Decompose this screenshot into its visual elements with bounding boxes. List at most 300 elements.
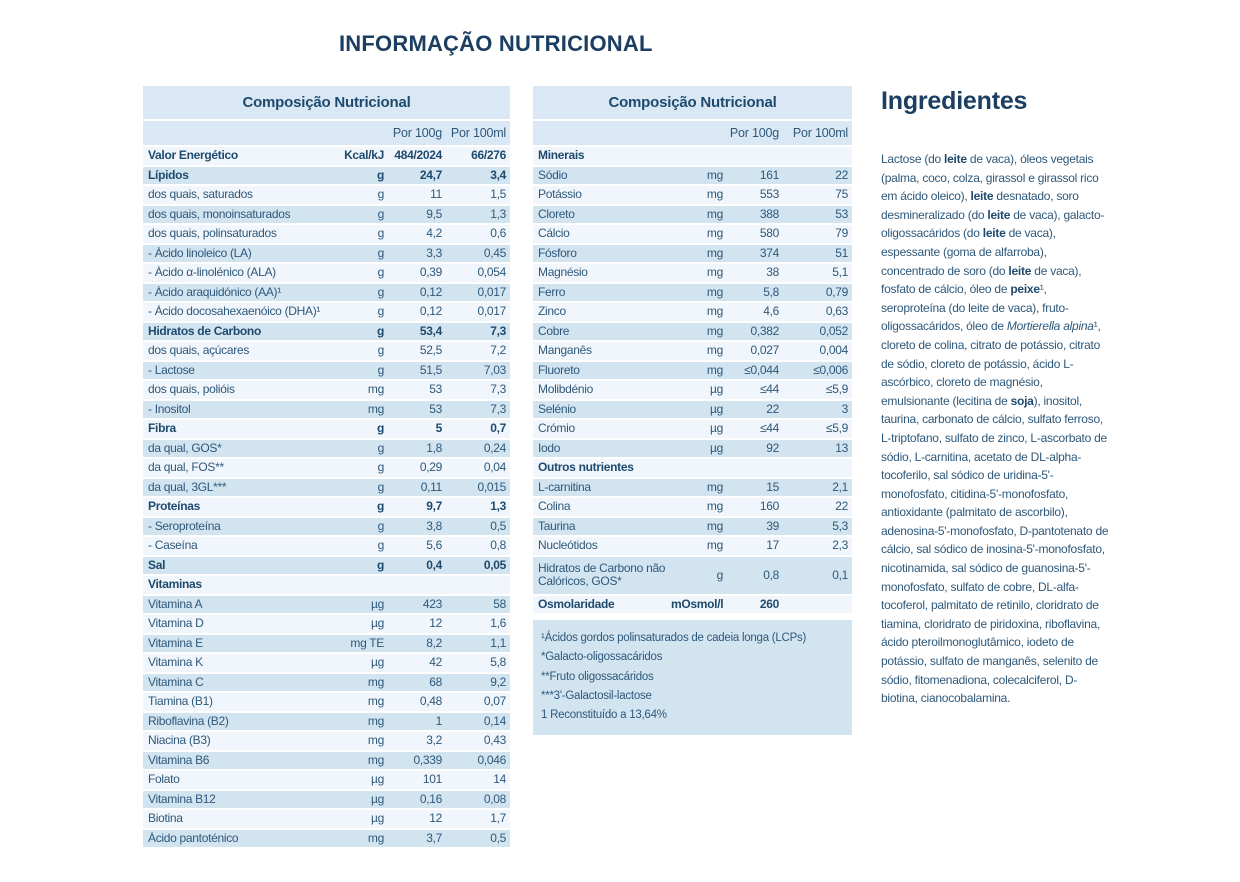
row-unit: g bbox=[377, 265, 384, 280]
table-row bbox=[533, 323, 852, 343]
row-value-100ml: 0,43 bbox=[483, 733, 506, 748]
page-title: INFORMAÇÃO NUTRICIONAL bbox=[339, 31, 653, 56]
ingredient-text-run: ¹, cloreto de colina, citrato de potássio, citrato de sódio, cloreto de potássio, ácido L-ascórbico, cloreto de magnésio, emulsionante (lecitina de bbox=[881, 319, 1101, 408]
table-row bbox=[143, 440, 510, 460]
row-label: dos quais, monoinsaturados bbox=[148, 207, 291, 221]
row-value-100ml: 53 bbox=[835, 206, 848, 221]
column-header-per-100ml: Por 100ml bbox=[450, 126, 506, 140]
table-row bbox=[533, 479, 852, 499]
table-row bbox=[533, 557, 852, 596]
row-unit: g bbox=[376, 167, 384, 182]
table-row bbox=[533, 245, 852, 265]
row-value-100g: 0,48 bbox=[419, 694, 442, 709]
row-label: Fósforo bbox=[538, 246, 577, 260]
column-header-per-100ml: Por 100ml bbox=[792, 126, 848, 140]
ingredient-text-run: de vaca), galacto-oligossacáridos (do bbox=[881, 207, 1105, 241]
row-label: - Seroproteína bbox=[148, 519, 221, 533]
row-value-100ml: 0,5 bbox=[490, 518, 506, 533]
ingredient-text-run: soja bbox=[1010, 393, 1034, 408]
table-row bbox=[143, 654, 510, 674]
table-rows bbox=[143, 147, 510, 849]
row-label: Ferro bbox=[538, 285, 566, 299]
table-row bbox=[143, 264, 510, 284]
row-unit: mg bbox=[706, 284, 723, 299]
ingredient-text-run: desnatado, soro desmineralizado (do bbox=[881, 189, 1079, 222]
row-unit: g bbox=[377, 518, 384, 533]
row-value-100g: 484/2024 bbox=[394, 148, 442, 163]
row-value-100g: 12 bbox=[429, 616, 442, 631]
row-label: Manganês bbox=[538, 344, 592, 358]
row-label: Zinco bbox=[538, 305, 566, 319]
row-value-100ml: 0,004 bbox=[819, 343, 848, 358]
row-value-100ml: 0,24 bbox=[483, 440, 506, 455]
row-unit: mg bbox=[706, 499, 723, 514]
nutrition-table-minerals bbox=[533, 86, 852, 735]
row-value-100ml: 7,03 bbox=[483, 362, 506, 377]
row-value-100g: 52,5 bbox=[419, 343, 442, 358]
table-row bbox=[143, 830, 510, 850]
row-value-100ml: 0,017 bbox=[477, 284, 506, 299]
row-value-100ml: 7,3 bbox=[490, 382, 506, 397]
row-label: Sal bbox=[148, 558, 166, 572]
row-value-100ml: 51 bbox=[835, 245, 848, 260]
row-unit: µg bbox=[371, 772, 384, 787]
ingredient-text-run: Mortierella alpina bbox=[1006, 319, 1094, 334]
row-value-100g: 39 bbox=[766, 518, 779, 533]
row-unit: g bbox=[377, 187, 384, 202]
table-section-row bbox=[143, 576, 510, 596]
row-value-100g: 24,7 bbox=[419, 167, 442, 182]
row-value-100g: 53 bbox=[429, 382, 442, 397]
row-value-100g: 51,5 bbox=[419, 362, 442, 377]
table-row bbox=[143, 167, 510, 187]
row-label: Molibdénio bbox=[538, 383, 594, 397]
row-unit: g bbox=[377, 284, 384, 299]
row-value-100ml: 9,2 bbox=[490, 674, 506, 689]
row-unit: mg bbox=[367, 752, 384, 767]
row-unit: mg bbox=[367, 713, 384, 728]
table-row bbox=[143, 323, 510, 343]
table-row bbox=[143, 557, 510, 577]
row-label: - Ácido linoleico (LA) bbox=[148, 246, 252, 260]
row-unit: g bbox=[377, 538, 384, 553]
row-value-100g: 5 bbox=[435, 421, 442, 436]
row-value-100g: 22 bbox=[766, 401, 779, 416]
row-value-100g: 0,11 bbox=[420, 479, 442, 494]
row-label: Folato bbox=[148, 773, 180, 787]
row-value-100g: ≤44 bbox=[759, 382, 779, 397]
row-label: Osmolaridade bbox=[538, 597, 615, 611]
row-value-100ml: ≤5,9 bbox=[825, 421, 848, 436]
row-value-100ml: 1,3 bbox=[490, 206, 506, 221]
row-label: - Caseína bbox=[148, 539, 198, 553]
row-value-100g: 0,16 bbox=[419, 791, 442, 806]
table-row bbox=[533, 167, 852, 187]
table-row bbox=[143, 498, 510, 518]
row-label: Niacina (B3) bbox=[148, 734, 211, 748]
row-label: Hidratos de Carbono bbox=[148, 324, 261, 338]
table-column-headers bbox=[143, 121, 510, 147]
table-row bbox=[143, 713, 510, 733]
row-unit: mg bbox=[367, 733, 384, 748]
row-value-100g: 4,2 bbox=[426, 226, 442, 241]
row-value-100g: 0,12 bbox=[419, 304, 442, 319]
row-value-100ml: 1,3 bbox=[490, 499, 506, 514]
row-value-100g: 160 bbox=[759, 499, 779, 514]
row-label: Colina bbox=[538, 500, 571, 514]
row-label: Cloreto bbox=[538, 207, 575, 221]
row-value-100ml: 1,6 bbox=[490, 616, 506, 631]
row-value-100ml: 0,14 bbox=[483, 713, 506, 728]
row-label: Hidratos de Carbono não Calóricos, GOS* bbox=[538, 561, 666, 588]
row-unit: mg bbox=[706, 323, 723, 338]
row-label: dos quais, açúcares bbox=[148, 344, 250, 358]
row-label: Taurina bbox=[538, 519, 576, 533]
row-unit: g bbox=[376, 499, 384, 514]
row-value-100g: 260 bbox=[759, 596, 779, 611]
row-label: Cálcio bbox=[538, 227, 570, 241]
table-row bbox=[143, 615, 510, 635]
table-row bbox=[533, 498, 852, 518]
row-value-100ml: 7,3 bbox=[490, 401, 506, 416]
row-value-100g: 53,4 bbox=[419, 323, 442, 338]
row-label: L-carnitina bbox=[538, 480, 591, 494]
row-value-100ml: 66/276 bbox=[471, 148, 506, 163]
row-unit: g bbox=[377, 440, 384, 455]
row-value-100g: 38 bbox=[766, 265, 779, 280]
table-row bbox=[143, 479, 510, 499]
row-label: Cobre bbox=[538, 324, 570, 338]
row-label: Proteínas bbox=[148, 500, 200, 514]
row-unit: g bbox=[376, 421, 384, 436]
table-row bbox=[143, 537, 510, 557]
row-value-100ml: 0,8 bbox=[490, 538, 506, 553]
row-unit: mg bbox=[706, 187, 723, 202]
row-value-100g: 15 bbox=[766, 479, 779, 494]
row-label: dos quais, saturados bbox=[148, 188, 253, 202]
table-row bbox=[143, 381, 510, 401]
row-value-100ml: 75 bbox=[835, 187, 848, 202]
row-value-100g: 0,29 bbox=[419, 460, 442, 475]
row-value-100g: 161 bbox=[759, 167, 779, 182]
row-value-100ml: 0,63 bbox=[825, 304, 848, 319]
row-unit: mg bbox=[367, 382, 384, 397]
row-label: - Ácido α-linolénico (ALA) bbox=[148, 266, 276, 280]
row-value-100ml: 79 bbox=[835, 226, 848, 241]
row-unit: mg bbox=[706, 538, 723, 553]
row-label: Valor Energético bbox=[148, 149, 238, 163]
table-row bbox=[533, 596, 852, 616]
row-value-100g: 0,339 bbox=[413, 752, 442, 767]
row-value-100ml: ≤0,006 bbox=[813, 362, 848, 377]
row-value-100ml: 1,1 bbox=[490, 635, 506, 650]
row-label: dos quais, polióis bbox=[148, 383, 235, 397]
row-label: Vitamina D bbox=[148, 617, 204, 631]
row-value-100g: 0,39 bbox=[419, 265, 442, 280]
row-unit: µg bbox=[710, 421, 723, 436]
table-row bbox=[533, 537, 852, 557]
row-value-100g: 4,6 bbox=[763, 304, 779, 319]
row-value-100ml: 22 bbox=[835, 167, 848, 182]
ingredient-text-run: leite bbox=[1008, 263, 1032, 278]
row-unit: g bbox=[377, 206, 384, 221]
row-value-100g: ≤0,044 bbox=[744, 362, 779, 377]
table-row bbox=[533, 186, 852, 206]
table-row bbox=[533, 264, 852, 284]
row-label: Lípidos bbox=[148, 168, 189, 182]
table-row bbox=[143, 284, 510, 304]
row-unit: mg bbox=[706, 518, 723, 533]
ingredient-text-run: de vaca), espessante (goma de alfarroba), concentrado de soro (do bbox=[881, 226, 1056, 278]
row-value-100g: 9,7 bbox=[426, 499, 442, 514]
table-title: Composição Nutricional bbox=[143, 86, 510, 121]
ingredient-text-run: ), inositol, taurina, carbonato de cálcio, sulfato ferroso, L-triptofano, sulfato de zinco, L-ascorbato de sódio, L-carnitina, acetato de DL-alpha-tocoferilo, sal sódico de uridina-5'-monofosfato, citidina-5'-monofosfato, antioxidante (palmitato de ascorbilo), adenosina-5'-monofosfato, D-pantotenato de cálcio, sal sódico de inosina-5'-monofosfato, nicotinamida, sal sódico de guanosina-5'-monofosfato, sulfato de cobre, DL-alfa-tocoferol, palmitato de retinilo, cloridrato de tiamina, cloridrato de piridoxina, riboflavina, ácido pteroilmonoglutâmico, iodeto de potássio, sulfato de manganês, selenito de sódio, fitomenadiona, colecalciferol, D-biotina, cianocobalamina. bbox=[881, 393, 1109, 706]
row-value-100ml: 0,07 bbox=[483, 694, 506, 709]
row-label: Vitamina E bbox=[148, 636, 203, 650]
row-value-100g: 0,027 bbox=[750, 343, 779, 358]
row-unit: mg bbox=[706, 304, 723, 319]
row-value-100ml: 1,7 bbox=[490, 811, 506, 826]
table-row bbox=[143, 342, 510, 362]
row-label: Sódio bbox=[538, 168, 568, 182]
table-row bbox=[533, 362, 852, 382]
table-row bbox=[143, 791, 510, 811]
row-value-100ml: 0,6 bbox=[490, 226, 506, 241]
table-row bbox=[143, 206, 510, 226]
ingredients-title: Ingredientes bbox=[881, 87, 1028, 115]
row-value-100g: 3,8 bbox=[426, 518, 442, 533]
nutrition-table-main bbox=[143, 86, 510, 849]
ingredient-text-run: leite bbox=[970, 189, 994, 204]
ingredient-text-run: ¹, seroproteína (do leite de vaca), fruto-oligossacáridos, óleo de bbox=[881, 282, 1069, 334]
row-value-100ml: 0,054 bbox=[477, 265, 506, 280]
row-unit: mg bbox=[367, 830, 384, 845]
row-label: Vitamina C bbox=[148, 675, 204, 689]
table-section-row bbox=[533, 459, 852, 479]
table-row bbox=[143, 401, 510, 421]
table-row bbox=[143, 225, 510, 245]
row-value-100g: 0,4 bbox=[426, 557, 442, 572]
row-unit: µg bbox=[371, 616, 384, 631]
row-label: Vitamina B6 bbox=[148, 753, 210, 767]
row-unit: mg bbox=[706, 245, 723, 260]
table-row bbox=[143, 303, 510, 323]
ingredient-text-run: de vaca), óleos vegetais (palma, coco, colza, girassol e girassol rico em ácido oleico), bbox=[881, 152, 1099, 204]
table-row bbox=[143, 771, 510, 791]
table-title: Composição Nutricional bbox=[533, 86, 852, 121]
row-unit: mg TE bbox=[350, 635, 384, 650]
table-rows bbox=[533, 147, 852, 615]
row-value-100g: 0,382 bbox=[750, 323, 779, 338]
footnote: **Fruto oligossacáridos bbox=[541, 670, 654, 683]
row-unit: Kcal/kJ bbox=[344, 148, 384, 163]
row-label: - Lactose bbox=[148, 363, 195, 377]
row-unit: µg bbox=[710, 401, 723, 416]
row-unit: g bbox=[377, 479, 384, 494]
table-footnotes bbox=[533, 620, 852, 735]
row-value-100g: 3,7 bbox=[426, 830, 442, 845]
row-unit: mg bbox=[706, 479, 723, 494]
row-label: Minerais bbox=[538, 149, 585, 163]
table-row bbox=[533, 284, 852, 304]
row-value-100g: 5,8 bbox=[763, 284, 779, 299]
footnote: 1 Reconstituído a 13,64% bbox=[541, 709, 667, 722]
row-value-100g: 3,2 bbox=[426, 733, 442, 748]
row-label: Tiamina (B1) bbox=[148, 695, 213, 709]
row-value-100ml: 5,3 bbox=[832, 518, 848, 533]
table-section-row bbox=[533, 147, 852, 167]
footnote: *Galacto-oligossacáridos bbox=[541, 651, 663, 664]
row-unit: g bbox=[376, 557, 384, 572]
row-unit: mg bbox=[367, 401, 384, 416]
row-unit: mg bbox=[706, 167, 723, 182]
table-row bbox=[143, 596, 510, 616]
row-value-100ml: 22 bbox=[835, 499, 848, 514]
row-value-100g: 580 bbox=[759, 226, 779, 241]
footnote: ***3'-Galactosil-lactose bbox=[541, 689, 652, 702]
row-value-100ml: 5,8 bbox=[490, 655, 506, 670]
row-value-100g: 17 bbox=[766, 538, 779, 553]
row-value-100ml: 0,052 bbox=[819, 323, 848, 338]
row-unit: g bbox=[716, 567, 723, 582]
row-value-100g: 5,6 bbox=[426, 538, 442, 553]
row-label: Riboflavina (B2) bbox=[148, 714, 229, 728]
row-value-100g: 374 bbox=[759, 245, 779, 260]
row-value-100ml: 0,017 bbox=[477, 304, 506, 319]
row-value-100g: 423 bbox=[422, 596, 442, 611]
row-label: da qual, 3GL*** bbox=[148, 480, 227, 494]
row-value-100ml: 7,3 bbox=[490, 323, 506, 338]
ingredient-text-run: leite bbox=[944, 152, 967, 166]
row-value-100ml: 2,3 bbox=[832, 538, 848, 553]
table-row bbox=[533, 342, 852, 362]
table-row bbox=[143, 752, 510, 772]
row-value-100ml: 3,4 bbox=[490, 167, 506, 182]
row-unit: µg bbox=[371, 655, 384, 670]
table-row bbox=[143, 362, 510, 382]
table-row bbox=[143, 810, 510, 830]
row-label: Outros nutrientes bbox=[538, 461, 634, 475]
row-label: da qual, GOS* bbox=[148, 441, 222, 455]
row-value-100ml: 0,05 bbox=[483, 557, 506, 572]
row-value-100ml: 13 bbox=[835, 440, 848, 455]
row-value-100ml: 0,046 bbox=[477, 752, 506, 767]
ingredient-text-run: peixe bbox=[1010, 282, 1040, 297]
row-value-100g: 12 bbox=[429, 811, 442, 826]
ingredient-text-run: Lactose (do bbox=[881, 152, 945, 166]
table-column-headers bbox=[533, 121, 852, 147]
row-unit: mOsmol/l bbox=[671, 596, 724, 611]
row-value-100ml: 0,015 bbox=[477, 479, 506, 494]
row-value-100g: ≤44 bbox=[759, 421, 779, 436]
row-value-100ml: 0,79 bbox=[825, 284, 848, 299]
row-label: - Ácido araquidónico (AA)¹ bbox=[148, 285, 281, 299]
table-row bbox=[533, 303, 852, 323]
ingredient-text-run: leite bbox=[987, 207, 1011, 222]
row-value-100g: 92 bbox=[766, 440, 779, 455]
row-unit: µg bbox=[710, 382, 723, 397]
table-row bbox=[533, 401, 852, 421]
row-label: - Inositol bbox=[148, 402, 191, 416]
ingredients-text bbox=[881, 150, 1113, 708]
row-label: - Ácido docosahexaenóico (DHA)¹ bbox=[148, 305, 321, 319]
row-value-100ml: 3 bbox=[841, 401, 848, 416]
table-row bbox=[143, 732, 510, 752]
row-unit: mg bbox=[706, 265, 723, 280]
row-label: dos quais, polinsaturados bbox=[148, 227, 277, 241]
row-unit: g bbox=[377, 460, 384, 475]
row-unit: mg bbox=[367, 674, 384, 689]
table-row bbox=[533, 440, 852, 460]
column-header-per-100g: Por 100g bbox=[729, 126, 779, 140]
row-unit: mg bbox=[706, 343, 723, 358]
row-value-100g: 101 bbox=[422, 772, 442, 787]
table-row bbox=[143, 186, 510, 206]
table-row bbox=[143, 245, 510, 265]
table-row bbox=[143, 420, 510, 440]
table-row bbox=[533, 206, 852, 226]
row-unit: µg bbox=[371, 811, 384, 826]
table-row bbox=[533, 225, 852, 245]
row-value-100g: 0,8 bbox=[763, 567, 779, 582]
row-value-100g: 3,3 bbox=[426, 245, 442, 260]
table-row bbox=[143, 674, 510, 694]
row-value-100g: 53 bbox=[429, 401, 442, 416]
row-value-100g: 9,5 bbox=[426, 206, 442, 221]
ingredient-text-run: leite bbox=[982, 226, 1006, 241]
table-row bbox=[533, 420, 852, 440]
table-row bbox=[143, 147, 510, 167]
row-unit: mg bbox=[706, 206, 723, 221]
row-label: Selénio bbox=[538, 402, 576, 416]
row-label: Fibra bbox=[148, 422, 176, 436]
row-value-100ml: 7,2 bbox=[490, 343, 506, 358]
row-unit: g bbox=[377, 226, 384, 241]
row-label: Crómio bbox=[538, 422, 575, 436]
row-unit: µg bbox=[371, 791, 384, 806]
row-value-100ml: ≤5,9 bbox=[825, 382, 848, 397]
row-unit: g bbox=[377, 343, 384, 358]
row-value-100ml: 0,08 bbox=[483, 791, 506, 806]
row-label: Vitaminas bbox=[148, 578, 202, 592]
row-unit: µg bbox=[371, 596, 384, 611]
footnote: ¹Ácidos gordos polinsaturados de cadeia longa (LCPs) bbox=[541, 632, 807, 644]
row-unit: mg bbox=[706, 362, 723, 377]
row-value-100ml: 58 bbox=[493, 596, 506, 611]
row-value-100ml: 1,5 bbox=[490, 187, 506, 202]
row-value-100ml: 2,1 bbox=[832, 479, 848, 494]
row-unit: g bbox=[377, 245, 384, 260]
table-row bbox=[143, 635, 510, 655]
row-value-100g: 1,8 bbox=[426, 440, 442, 455]
row-value-100ml: 0,7 bbox=[490, 421, 506, 436]
row-label: Vitamina A bbox=[148, 597, 203, 611]
table-row bbox=[143, 518, 510, 538]
row-label: Nucleótidos bbox=[538, 539, 598, 553]
row-label: da qual, FOS** bbox=[148, 461, 224, 475]
row-value-100g: 0,12 bbox=[419, 284, 442, 299]
row-label: Biotina bbox=[148, 812, 183, 826]
row-value-100ml: 0,1 bbox=[832, 567, 848, 582]
ingredient-text-run: de vaca), fosfato de cálcio, óleo de bbox=[881, 263, 1082, 297]
row-label: Ácido pantoténico bbox=[148, 831, 239, 845]
row-unit: µg bbox=[710, 440, 723, 455]
row-value-100ml: 5,1 bbox=[832, 265, 848, 280]
row-unit: g bbox=[377, 362, 384, 377]
row-label: Potássio bbox=[538, 188, 582, 202]
row-value-100g: 11 bbox=[430, 187, 442, 202]
row-value-100g: 68 bbox=[429, 674, 442, 689]
